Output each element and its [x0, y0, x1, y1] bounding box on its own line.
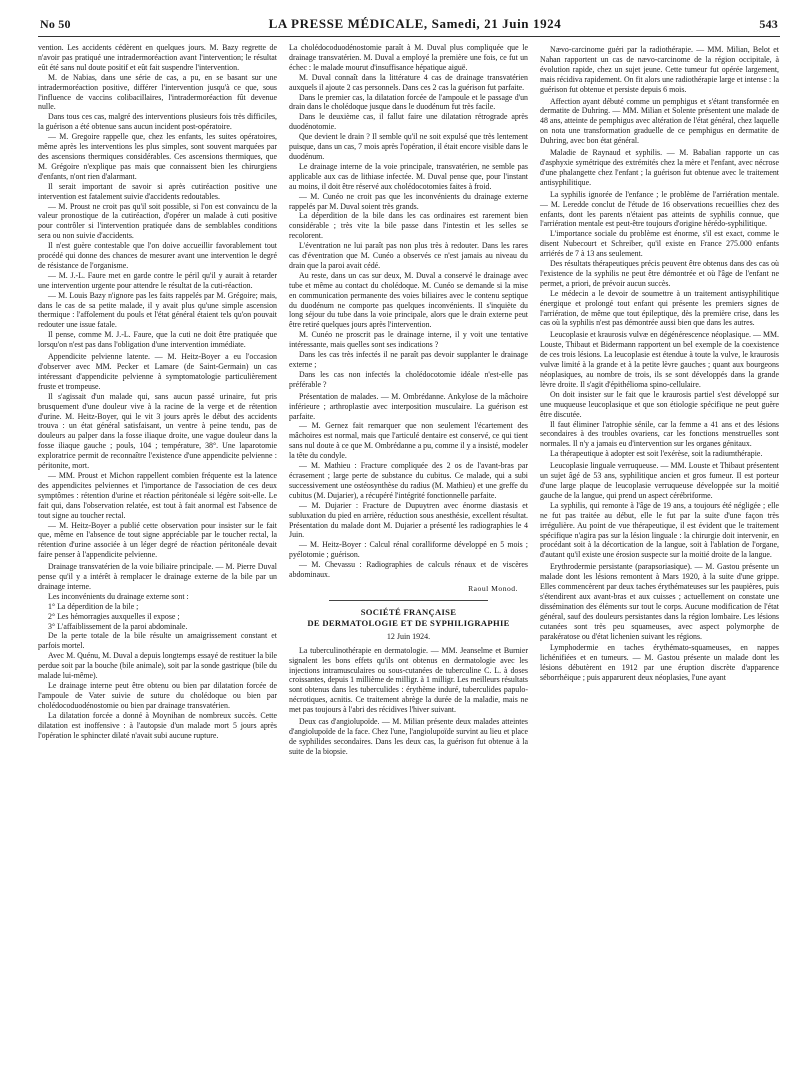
divider — [329, 600, 488, 601]
paragraph: L'éventration ne lui paraît pas non plus très à redouter. Dans les rares cas d'éventration que M. Cunéo a observés ce n'est jamais au niveau du drain que la paroi avait cédé. — [289, 241, 528, 270]
page-header — [38, 16, 780, 37]
paragraph: — M. Proust ne croit pas qu'il soit possible, si l'on est convaincu de la valeur pronostique de la cutiréaction, d'opérer un malade à cuti positive pour contrôler si l'intervention pratiquée dans de semblables conditions sera ou non suivie d'accidents. — [38, 201, 277, 241]
paragraph: — M. J.-L. Faure met en garde contre le péril qu'il y aurait à retarder une intervention urgente pour attendre le résultat de la cuti-réaction. — [38, 270, 277, 290]
section-heading: Leucoplasie et kraurosis vulvæ en dégénérescence néoplasique. — MM. Louste, Thibaut et Bidermann rapportent un bel exemple de la coexistence de ces trois lésions. La leucoplasie est étendue à toute la vulve, le kraurosis vulvæ limité à la grande et à la petite lèvre gauches ; quant aux bourgeons néoplasiques, au nombre de trois, ils se sont développés dans la grande lèvre droite. Il s'agit d'épithélioma spino-cellulaire. — [540, 330, 779, 389]
paragraph: L'importance sociale du problème est énorme, s'il est exact, comme le disent Nubecourt et Schreiber, qu'il existe en France 275.000 enfants arriérés de 7 à 13 ans seulement. — [540, 229, 779, 259]
journal-title: LA PRESSE MÉDICALE, Samedi, 21 Juin 1924 — [268, 16, 562, 31]
paragraph: Au reste, dans un cas sur deux, M. Duval a conservé le drainage avec tube et même au contact du cholédoque. M. Cunéo se demande si la mise en communication permanente des voies biliaires avec le contenu septique du duodénum ne comporte pas quelques inconvénients. Il s'inquiète du long séjour du tube dans la voie principale, alors que le drain externe peut être retiré quelques jours après l'intervention. — [289, 270, 528, 330]
section-heading: Maladie de Raynaud et syphilis. — M. Babalian rapporte un cas d'asphyxie symétrique des extrémités chez la mère et l'enfant, avec nécrose d'une phalangette chez l'enfant ; la guérison fut obtenue avec le traitement antisyphilitique. — [540, 148, 779, 187]
paragraph: Dans les cas non infectés la cholédocotomie idéale n'est-elle pas préférable ? — [289, 369, 528, 389]
section-heading: Leucoplasie linguale verruqueuse. — MM. Louste et Thibaut présentent un sujet âgé de 53 ans, syphilitique ancien et gros fumeur. Il est porteur d'une large plaque de leucoplasie verruqueuse développée sur la moitié gauche de la langue, qui prend un aspect cérébriforme. — [540, 461, 779, 500]
paragraph: Avec M. Quénu, M. Duval a depuis longtemps essayé de restituer la bile perdue soit par la bouche (bile animale), soit par la sonde gastrique (bile du malade lui-même). — [38, 651, 277, 681]
section-heading: Appendicite pelvienne latente. — M. Heitz-Boyer a eu l'occasion d'observer avec MM. Pecker et Lamare (de Saint-Germain) un cas intéressant d'appendicite pelvienne à symptomatologie particulièrement fruste et trompeuse. — [38, 352, 277, 391]
page-number: 543 — [759, 17, 778, 31]
section-heading: La syphilis ignorée de l'enfance ; le problème de l'arriération mentale. — M. Leredde conclut de l'étude de 16 observations recueillies chez des enfants, dont les parents n'étaient pas atteints de syphilis connue, que l'arriération mentale est peut-être toujours d'origine hérédo-syphilitique. — [540, 189, 779, 229]
section-heading: Deux cas d'angiolupoïde. — M. Milian présente deux malades atteintes d'angiolupoïde de la face. Chez l'une, l'angiolupoïde survint au lieu et place de syphilides secondaires. Dans les deux cas, la guérison fut obtenue à la suite de la biopsie. — [289, 717, 528, 756]
paragraph: La déperdition de la bile dans les cas ordinaires est rarement bien considérable ; très vite la bile passe dans l'intestin et les selles se recolorent. — [289, 211, 528, 241]
section-heading: Erythrodermie persistante (parapsoriasique). — M. Gastou présente un malade dont les lésions remontent à Mars 1920, à la suite d'une grippe. Elles commencèrent par deux taches érythémateuses sur les paupières, puis s'étendirent aux avant-bras et aux cuisses ; actuellement on constate une dissémination des éléments sur tout le corps. Aucune modification de l'état général, sauf des douleurs persistantes dans la région lombaire. Les lésions cutanées sont très peu squameuses, avec aspect polymorphe de parakératose ou d'état lichenien suivant les régions. — [540, 562, 779, 641]
paragraph: Dans les cas très infectés il ne paraît pas devoir supplanter le drainage externe ; — [289, 350, 528, 369]
paragraph: — M. Gernez fait remarquer que non seulement l'écartement des mâchoires est normal, mais que l'articulé dentaire est conservé, ce qui tient sans nul doute à ce que M. Ombrédanne a pu, comme il y a insisté, modeler la tête du condyle. — [289, 421, 528, 461]
paragraph: M. Cunéo ne proscrit pas le drainage interne, il y voit une tentative intéressante, mais quelles sont ses indications ? — [289, 330, 528, 350]
paragraph: Il n'est guère contestable que l'on doive accueillir favorablement tout procédé qui donne des chances de mesurer avant une intervention le degré de résistance de l'organisme. — [38, 241, 277, 270]
paragraph: Le médecin a le devoir de soumettre à un traitement antisyphilitique énergique et prolongé tout enfant qui présente les premiers signes de l'arriération, de même que tout épileptique, dès la première crise, dans les cas où la syphilis n'est pas démontrée aussi bien que dans les autres. — [540, 288, 779, 328]
paragraph: Dans le deuxième cas, il fallut faire une dilatation rétrograde après duodénotomie. — [289, 112, 528, 132]
paragraph: Que devient le drain ? Il semble qu'il ne soit expulsé que très lentement puisque, dans un cas, 7 mois après l'opération, il était encore visible dans le duodénum. — [289, 132, 528, 161]
paragraph: Le drainage interne de la voie principale, transvatérien, ne semble pas applicable aux cas de lithiase infectée. M. Duval pense que, pour l'instant au moins, il doit être réservé aux cholédocotomies faites à froid. — [289, 161, 528, 191]
columns — [38, 43, 780, 757]
paragraph: Les inconvénients du drainage externe sont : — [48, 591, 189, 601]
list-item: 1° La déperdition de la bile ; — [48, 601, 139, 611]
paragraph: La cholédocoduodénostomie paraît à M. Duval plus compliquée que le drainage transvatérien. M. Duval a employé la première une fois, ce fut un échec : le malade mourut d'insuffisance hépatique aiguë. — [289, 43, 528, 72]
paragraph: — M. Heitz-Boyer : Calcul rénal coralliforme développé en 5 mois ; pyélotomie ; guérison. — [289, 540, 528, 560]
paragraph: M. de Nabias, dans une série de cas, a pu, en se basant sur une intradermoréaction positive, différer l'intervention jusqu'à ce que, sous l'influence de vaccins colibacillaires, l'intradermoréaction fût devenue nulle. — [38, 72, 277, 112]
paragraph: vention. Les accidents cédèrent en quelques jours. M. Bazy regrette de n'avoir pas pratiqué une intradermoréaction avant l'intervention; le résultat eût été sans nul doute positif et eût fait suspendre l'intervention. — [38, 43, 277, 72]
section-heading: La tuberculinothérapie en dermatologie. — MM. Jeanselme et Burnier signalent les bons effets qu'ils ont obtenus en dermatologie avec les injections intramusculaires ou sous-cutanées de tuberculine C. L. à doses croissantes, depuis 1 millième de milligr. à 1 milligr. Les meilleurs résultats sont obtenus dans les tuberculides : érythème induré, tuberculides papulo-nécrotiques, acnitis. Ce traitement abrège la durée de la maladie, mais ne met pas toujours à l'abri des récidives l'hiver suivant. — [289, 645, 528, 715]
newspaper-page — [38, 16, 780, 1076]
section-heading: Nævo-carcinome guéri par la radiothérapie. — MM. Milian, Belot et Nahan rapportent un cas de nævo-carcinome de la région occipitale, à évolution rapide, chez un sujet jeune. Cette tumeur fut opérée largement, mais récidiva rapidement. On fit alors une radiothérapie large et intense : la guérison fut obtenue et persiste depuis 6 mois. — [540, 45, 779, 94]
list-item: 3° L'affaiblissement de la paroi abdominale. — [48, 621, 188, 631]
paragraph: — M. Dujarier : Fracture de Dupuytren avec énorme diastasis et subluxation du pied en arrière, réduction sous anesthésie, excellent résultat. Présentation du malade dont M. Dujarier a présenté les radiographies le 4 Juin. — [289, 500, 528, 540]
section-heading: Présentation de malades. — M. Ombrédanne. Ankylose de la mâchoire inférieure ; arthroplastie avec interposition musculaire. La guérison est parfaite. — [289, 391, 528, 421]
paragraph: La thérapeutique à adopter est soit l'exérèse, soit la radiumthérapie. — [550, 449, 763, 459]
paragraph: Dans tous ces cas, malgré des interventions plusieurs fois très difficiles, la guérison a été obtenue sans aucun incident post-opératoire. — [38, 112, 277, 132]
paragraph: M. Duval connaît dans la littérature 4 cas de drainage transvatérien auxquels il ajoute 2 cas personnels. Dans ces 2 cas la guérison fut parfaite. — [289, 72, 528, 92]
paragraph: — M. Mathieu : Fracture compliquée des 2 os de l'avant-bras par écrasement ; large perte de substance du cubitus. Ce malade, qui a subi successivement une ostéosynthèse du radius (M. Mathieu) et une greffe du cubitus (M. Dujarier), a récupéré l'intégrité fonctionnelle parfaite. — [289, 461, 528, 500]
author-signature: Raoul Monod. — [468, 583, 518, 593]
column-1 — [38, 43, 277, 757]
paragraph: — M. Louis Bazy n'ignore pas les faits rappelés par M. Grégoire; mais, dans le cas de sa petite malade, il y avait plus qu'une simple ascension thermique : l'affolement du pouls et l'état général étaient tels qu'on pouvait redouter une issue fatale. — [38, 290, 277, 330]
paragraph: La syphilis, qui remonte à l'âge de 19 ans, a toujours été négligée ; elle ne fut pas traitée au début, elle le fut par la suite d'une façon très irrégulière. Au point de vue thérapeutique, il est évident que le traitement spécifique n'agira pas sur la lésion linguale : la chirurgie doit intervenir, en procédant soit à la décortication de la langue, soit à l'ablation de l'organe, d'autant qu'il existe une érosion suspecte sur la moitié droite de la langue. — [540, 500, 779, 560]
paragraph: Il s'agissait d'un malade qui, sans aucun passé urinaire, fut pris brusquement d'une douleur vive à la racine de la verge et de rétention d'urine. M. Heitz-Boyer, qui le vit 3 jours après le début des accidents trouva : un état général satisfaisant, un ventre à peine tendu, pas de douleurs au palper dans la fosse iliaque droite, une vague douleur dans la fosse iliaque gauche ; pouls, 104 ; température, 38°. Une laparotomie exploratrice permit de reconnaître l'existence d'une appendicite pelvienne : péritonite, mort. — [38, 391, 277, 471]
paragraph: La dilatation forcée a donné à Moynihan de nombreux succès. Cette dilatation est inoffensive : à l'autopsie d'un malade mort 5 jours après l'opération le sphincter dilaté n'avait subi aucune rupture. — [38, 710, 277, 740]
paragraph: Il faut éliminer l'atrophie sénile, car la femme a 41 ans et des lésions secondaires à des troubles ovariens, car les fonctions menstruelles sont normales. Il n'y a jamais eu d'intervention sur les organes génitaux. — [540, 419, 779, 449]
paragraph: — M. Cunéo ne croit pas que les inconvénients du drainage externe rappelés par M. Duval soient très grands. — [289, 191, 528, 211]
paragraph: — M. Chevassu : Radiographies de calculs rénaux et de viscères abdominaux. — [289, 560, 528, 580]
paragraph: Des résultats thérapeutiques précis peuvent être obtenus dans des cas où l'existence de la syphilis ne peut être démontrée et où l'âge de l'enfant ne permet, a priori, de prévoir aucun succès. — [540, 259, 779, 288]
issue-number: No 50 — [40, 17, 71, 31]
paragraph: On doit insister sur le fait que le kraurosis partiel s'est développé sur une muqueuse leucoplasique et que son étiologie spécifique ne peut guère être discutée. — [540, 389, 779, 419]
column-2 — [289, 43, 528, 757]
list-item: 2° Les hémorragies auxquelles il expose ; — [48, 611, 180, 621]
section-heading: Drainage transvatérien de la voie biliaire principale. — M. Pierre Duval pense qu'il y a intérêt à remplacer le drainage externe de la bile par un drainage interne. — [38, 562, 277, 591]
paragraph: Il pense, comme M. J.-L. Faure, que la cuti ne doit être pratiquée que lorsqu'on n'est pas dans l'obligation d'une intervention immédiate. — [38, 330, 277, 350]
paragraph: Le drainage interne peut être obtenu ou bien par dilatation forcée de l'ampoule de Vater suivie de suture du cholédoque ou bien par cholédocoduodénostomie ou bien par drainage transvatérien. — [38, 681, 277, 710]
society-subtitle: DE DERMATOLOGIE ET DE SYPHILIGRAPHIE — [307, 617, 510, 628]
paragraph: — MM. Proust et Michon rappellent combien fréquente est la latence des appendicites pelviennes et l'importance de l'association de ces deux symptômes : rétention d'urine et réaction péritonéale si légère soit-elle. Le fait qui, dans l'observation relatée, est tout à fait anormal est l'absence de tout signe au toucher rectal. — [38, 470, 277, 520]
paragraph: De la perte totale de la bile résulte un amaigrissement constant et parfois mortel. — [38, 631, 277, 651]
society-title: SOCIÉTÉ FRANÇAISE — [360, 606, 457, 617]
paragraph: Il serait important de savoir si après cutiréaction positive une intervention est fatalement suivie d'accidents redoutables. — [38, 181, 277, 201]
paragraph: Dans le premier cas, la dilatation forcée de l'ampoule et le passage d'un drain dans le cholédoque jusque dans le duodénum fut très facile. — [289, 92, 528, 112]
paragraph: — M. Heitz-Boyer a publié cette observation pour insister sur le fait que, même en l'absence de tout signe appréciable par le toucher rectal, la rétention d'urine associée à un léger degré de réaction péritonéale devait faire penser à l'appendicite pelvienne. — [38, 520, 277, 560]
section-heading: Lymphodermie en taches érythémato-squameuses, en nappes lichénifiées et en tumeurs. — M. Gastou présente un malade dont les lésions débutèrent en 1912 par une éruption discrète d'apparence séborrhéique ; puis apparurent deux néoplasies, l'une ayant — [540, 643, 779, 683]
section-heading: Affection ayant débuté comme un pemphigus et s'étant transformée en dermatite de Duhring. — MM. Milian et Solente présentent une malade de 48 ans, atteinte de pemphigus avec altération de l'état général, chez laquelle on nota une transformation graduelle de ce pemphigus en dermatite de Duhring, avec bon état général. — [540, 96, 779, 146]
paragraph: — M. Gregoire rappelle que, chez les enfants, les suites opératoires, même après les interventions les plus simples, sont souvent marquées par des ascensions thermiques considérables. Ces ascensions thermiques, que M. Grégoire n'explique pas mais que connaissent bien les chirurgiens d'enfants, n'ont rien d'alarmant. — [38, 132, 277, 181]
column-3 — [540, 43, 779, 757]
session-date: 12 Juin 1924. — [386, 631, 431, 641]
